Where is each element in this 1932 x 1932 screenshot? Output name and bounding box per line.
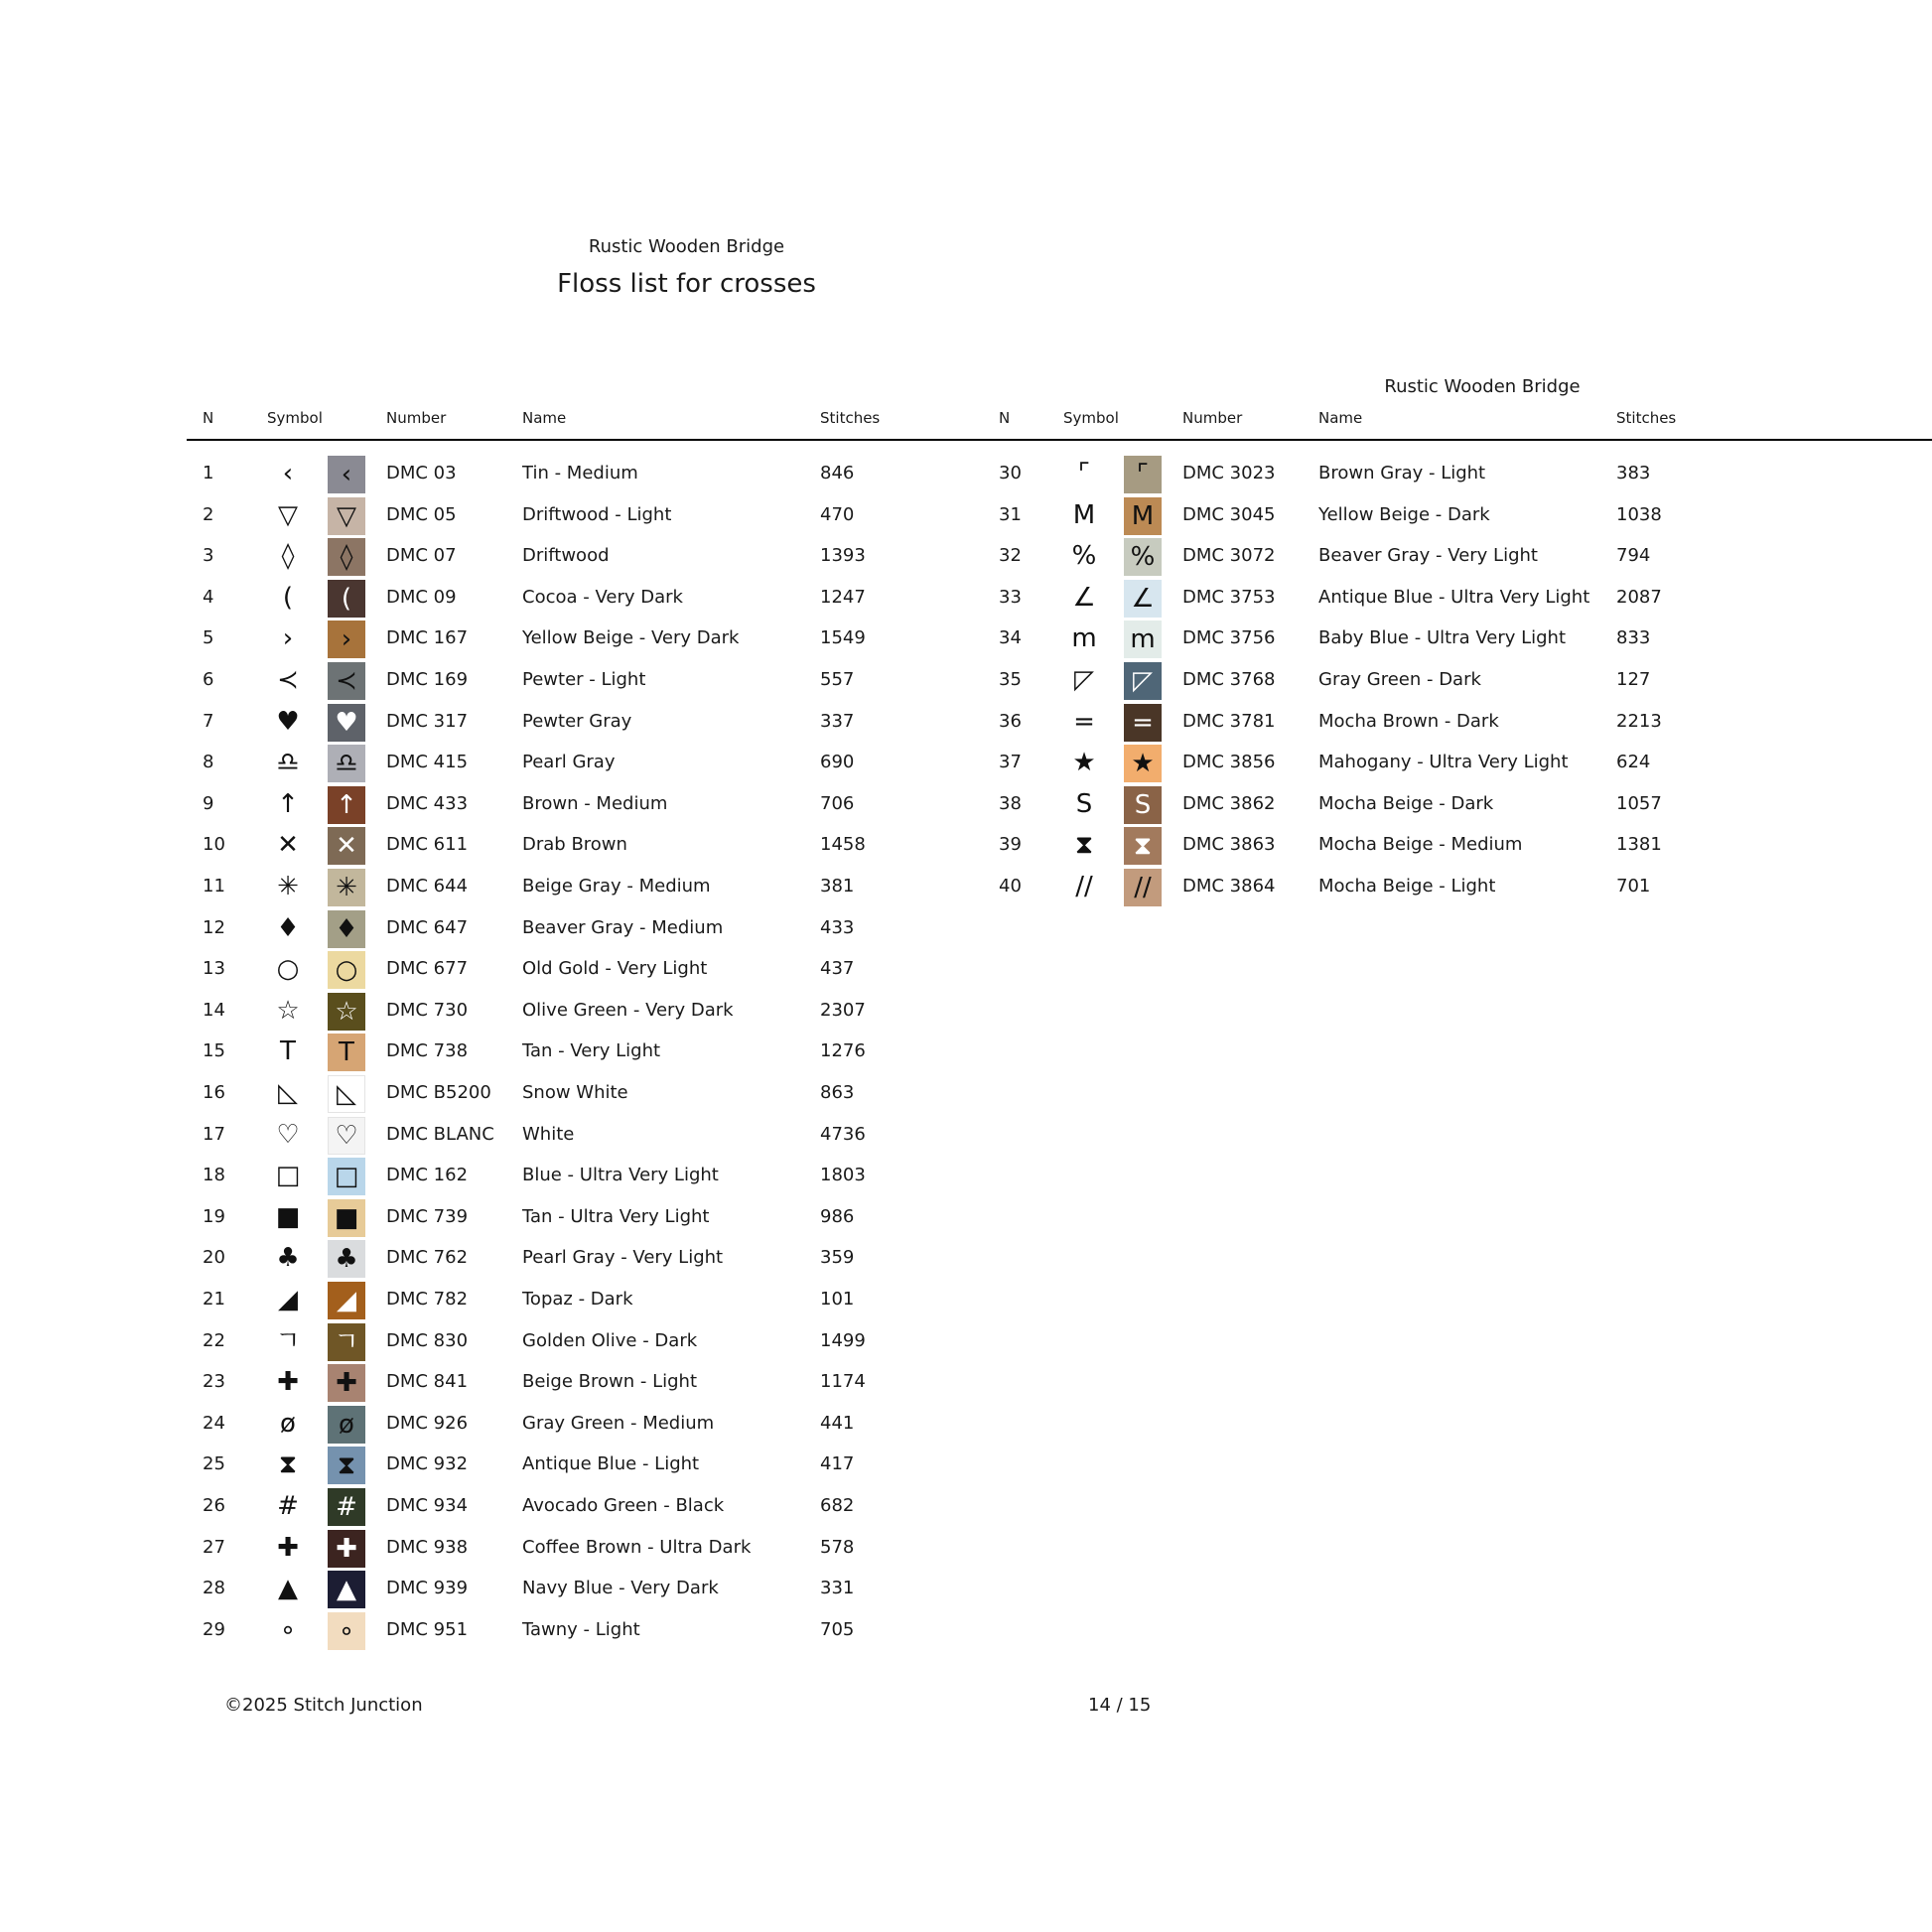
- color-swatch: ø: [328, 1406, 365, 1444]
- dmc-number: DMC 07: [386, 545, 457, 567]
- stitch-count: 331: [820, 1578, 855, 1599]
- dmc-number: DMC 415: [386, 752, 469, 773]
- floss-name: Drab Brown: [522, 834, 627, 856]
- color-swatch: ♥: [328, 704, 365, 742]
- floss-name: Old Gold - Very Light: [522, 958, 708, 980]
- col-header-n: N: [203, 409, 214, 427]
- row-number: 6: [203, 669, 214, 690]
- page-number: 14 / 15: [1088, 1695, 1152, 1716]
- floss-name: Beige Gray - Medium: [522, 876, 711, 897]
- symbol-glyph: ‹: [282, 459, 294, 488]
- dmc-number: DMC 951: [386, 1618, 469, 1640]
- floss-name: Olive Green - Very Dark: [522, 999, 734, 1021]
- table-row: [983, 702, 1932, 742]
- dmc-number: DMC 03: [386, 463, 457, 483]
- symbol-glyph: ㄱ: [275, 1325, 301, 1356]
- floss-name: Antique Blue - Light: [522, 1453, 700, 1475]
- symbol-glyph: ♎: [276, 748, 300, 778]
- color-swatch: %: [1124, 538, 1162, 576]
- floss-name: Baby Blue - Ultra Very Light: [1318, 627, 1567, 649]
- color-swatch: ◸: [1124, 662, 1162, 700]
- floss-name: Tan - Very Light: [522, 1040, 661, 1062]
- floss-name: Mocha Beige - Light: [1318, 876, 1496, 897]
- copyright-footer: ©2025 Stitch Junction: [224, 1695, 423, 1716]
- dmc-number: DMC 739: [386, 1205, 469, 1227]
- floss-name: Cocoa - Very Dark: [522, 586, 683, 608]
- floss-table-left: [0, 0, 993, 1688]
- dmc-number: DMC 934: [386, 1495, 469, 1516]
- symbol-glyph: //: [1075, 872, 1093, 901]
- symbol-glyph: ✚: [277, 1532, 299, 1563]
- stitch-count: 470: [820, 503, 855, 525]
- floss-name: Driftwood: [522, 545, 610, 567]
- table-row: [0, 1569, 993, 1608]
- row-number: 16: [203, 1082, 225, 1103]
- table-row: [0, 743, 993, 782]
- table-row: [983, 536, 1932, 576]
- color-swatch: m: [1124, 621, 1162, 658]
- row-number: 17: [203, 1123, 225, 1145]
- dmc-number: DMC 677: [386, 958, 469, 980]
- stitch-count: 1499: [820, 1329, 866, 1351]
- color-swatch: ⧗: [328, 1447, 365, 1484]
- table-row: [0, 578, 993, 618]
- stitch-count: 682: [820, 1495, 855, 1516]
- row-number: 27: [203, 1536, 225, 1558]
- stitch-count: 1038: [1616, 503, 1662, 525]
- color-swatch: ☆: [328, 993, 365, 1031]
- floss-name: Golden Olive - Dark: [522, 1329, 698, 1351]
- stitch-count: 1276: [820, 1040, 866, 1062]
- symbol-glyph: T: [280, 1036, 296, 1067]
- stitch-count: 2213: [1616, 710, 1662, 732]
- row-number: 19: [203, 1205, 225, 1227]
- table-row: [0, 495, 993, 535]
- dmc-number: DMC 932: [386, 1453, 469, 1475]
- row-number: 30: [999, 463, 1022, 483]
- dmc-number: DMC 647: [386, 916, 469, 938]
- table-row: [0, 1445, 993, 1484]
- floss-name: Pearl Gray - Very Light: [522, 1247, 724, 1269]
- dmc-number: DMC 782: [386, 1289, 469, 1310]
- symbol-glyph: M: [1072, 499, 1096, 530]
- symbol-glyph: ›: [282, 623, 294, 654]
- floss-name: Tawny - Light: [522, 1618, 640, 1640]
- dmc-number: DMC 926: [386, 1412, 469, 1434]
- right-table-subtitle: Rustic Wooden Bridge: [1384, 376, 1581, 397]
- table-row: [0, 1321, 993, 1361]
- symbol-glyph: ☆: [276, 995, 300, 1026]
- table-row: [0, 1197, 993, 1237]
- row-number: 23: [203, 1371, 225, 1393]
- row-number: 25: [203, 1453, 225, 1475]
- symbol-glyph: ■: [275, 1201, 301, 1232]
- stitch-count: 690: [820, 752, 855, 773]
- floss-name: Mocha Beige - Medium: [1318, 834, 1523, 856]
- color-swatch: #: [328, 1488, 365, 1526]
- symbol-glyph: ♡: [276, 1119, 300, 1150]
- page-title: Floss list for crosses: [557, 269, 816, 299]
- col-header-symbol: Symbol: [1063, 409, 1119, 427]
- symbol-glyph: ⌜: [1077, 459, 1091, 488]
- col-header-name: Name: [522, 409, 567, 427]
- stitch-count: 846: [820, 463, 855, 483]
- stitch-count: 2307: [820, 999, 866, 1021]
- floss-name: Mocha Brown - Dark: [1318, 710, 1499, 732]
- stitch-count: 127: [1616, 669, 1651, 690]
- row-number: 20: [203, 1247, 225, 1269]
- floss-name: Yellow Beige - Very Dark: [522, 627, 740, 649]
- dmc-number: DMC B5200: [386, 1082, 491, 1103]
- stitch-count: 1057: [1616, 792, 1662, 814]
- col-header-symbol: Symbol: [267, 409, 323, 427]
- color-swatch: ⌜: [1124, 456, 1162, 493]
- table-row: [0, 1238, 993, 1278]
- stitch-count: 1247: [820, 586, 866, 608]
- dmc-number: DMC 611: [386, 834, 469, 856]
- symbol-glyph: ∘: [279, 1614, 297, 1645]
- floss-name: Navy Blue - Very Dark: [522, 1578, 719, 1599]
- col-header-n: N: [999, 409, 1011, 427]
- dmc-number: DMC 169: [386, 669, 469, 690]
- floss-name: Driftwood - Light: [522, 503, 672, 525]
- row-number: 31: [999, 503, 1022, 525]
- floss-name: Mocha Beige - Dark: [1318, 792, 1494, 814]
- dmc-number: DMC 830: [386, 1329, 469, 1351]
- dmc-number: DMC 317: [386, 710, 469, 732]
- table-row: [0, 784, 993, 824]
- symbol-glyph: ◸: [1074, 665, 1094, 695]
- floss-name: Pearl Gray: [522, 752, 616, 773]
- dmc-number: DMC 841: [386, 1371, 469, 1393]
- symbol-glyph: %: [1071, 541, 1097, 572]
- symbol-glyph: ◊: [281, 541, 295, 572]
- floss-name: Gray Green - Dark: [1318, 669, 1481, 690]
- table-row: [0, 1032, 993, 1071]
- symbol-glyph: m: [1071, 623, 1097, 654]
- row-number: 8: [203, 752, 214, 773]
- table-row: [983, 660, 1932, 700]
- floss-name: Brown Gray - Light: [1318, 463, 1486, 483]
- stitch-count: 383: [1616, 463, 1651, 483]
- row-number: 38: [999, 792, 1022, 814]
- dmc-number: DMC 762: [386, 1247, 469, 1269]
- table-row: [0, 1156, 993, 1195]
- symbol-glyph: ✚: [277, 1367, 299, 1398]
- table-row: [0, 1073, 993, 1113]
- dmc-number: DMC 433: [386, 792, 469, 814]
- row-number: 9: [203, 792, 214, 814]
- symbol-glyph: ≺: [277, 665, 299, 695]
- table-row: [983, 867, 1932, 906]
- color-swatch: //: [1124, 869, 1162, 906]
- dmc-number: DMC 3023: [1182, 463, 1276, 483]
- header-divider: [187, 439, 991, 441]
- color-swatch: ∘: [328, 1612, 365, 1650]
- table-row: [0, 1404, 993, 1444]
- col-header-stitches: Stitches: [820, 409, 881, 427]
- dmc-number: DMC 939: [386, 1578, 469, 1599]
- color-swatch: ▽: [328, 497, 365, 535]
- pattern-subtitle: Rustic Wooden Bridge: [588, 236, 785, 257]
- color-swatch: S: [1124, 786, 1162, 824]
- color-swatch: M: [1124, 497, 1162, 535]
- symbol-glyph: ★: [1072, 748, 1096, 778]
- floss-name: Gray Green - Medium: [522, 1412, 715, 1434]
- row-number: 28: [203, 1578, 225, 1599]
- row-number: 14: [203, 999, 225, 1021]
- symbol-glyph: (: [282, 582, 294, 613]
- row-number: 39: [999, 834, 1022, 856]
- row-number: 15: [203, 1040, 225, 1062]
- color-swatch: ◢: [328, 1282, 365, 1319]
- table-row: [0, 949, 993, 989]
- color-swatch: ♦: [328, 910, 365, 948]
- row-number: 2: [203, 503, 214, 525]
- dmc-number: DMC BLANC: [386, 1123, 494, 1145]
- symbol-glyph: ◢: [278, 1285, 298, 1314]
- symbol-glyph: ▲: [278, 1574, 298, 1604]
- floss-name: Beaver Gray - Medium: [522, 916, 724, 938]
- col-header-number: Number: [386, 409, 447, 427]
- floss-name: Beaver Gray - Very Light: [1318, 545, 1538, 567]
- row-number: 13: [203, 958, 225, 980]
- dmc-number: DMC 3864: [1182, 876, 1276, 897]
- floss-name: Topaz - Dark: [522, 1289, 633, 1310]
- floss-name: Pewter Gray: [522, 710, 632, 732]
- row-number: 4: [203, 586, 214, 608]
- dmc-number: DMC 3045: [1182, 503, 1276, 525]
- dmc-number: DMC 3862: [1182, 792, 1276, 814]
- stitch-count: 624: [1616, 752, 1651, 773]
- color-swatch: T: [328, 1034, 365, 1071]
- stitch-count: 578: [820, 1536, 855, 1558]
- stitch-count: 2087: [1616, 586, 1662, 608]
- color-swatch: ✚: [328, 1364, 365, 1402]
- color-swatch: =: [1124, 704, 1162, 742]
- floss-name: Yellow Beige - Dark: [1318, 503, 1490, 525]
- stitch-count: 794: [1616, 545, 1651, 567]
- dmc-number: DMC 644: [386, 876, 469, 897]
- table-row: [0, 1486, 993, 1526]
- stitch-count: 101: [820, 1289, 855, 1310]
- symbol-glyph: S: [1075, 788, 1093, 819]
- dmc-number: DMC 3072: [1182, 545, 1276, 567]
- row-number: 5: [203, 627, 214, 649]
- symbol-glyph: =: [1073, 706, 1095, 737]
- row-number: 7: [203, 710, 214, 732]
- table-row: [0, 454, 993, 493]
- color-swatch: ✕: [328, 827, 365, 865]
- symbol-glyph: ⧗: [1074, 830, 1094, 861]
- table-row: [0, 825, 993, 865]
- row-number: 21: [203, 1289, 225, 1310]
- symbol-glyph: ⧗: [278, 1449, 298, 1480]
- table-row: [0, 619, 993, 658]
- stitch-count: 706: [820, 792, 855, 814]
- floss-name: Tan - Ultra Very Light: [522, 1205, 710, 1227]
- stitch-count: 433: [820, 916, 855, 938]
- row-number: 34: [999, 627, 1022, 649]
- stitch-count: 1174: [820, 1371, 866, 1393]
- stitch-count: 1393: [820, 545, 866, 567]
- color-swatch: ▲: [328, 1571, 365, 1608]
- dmc-number: DMC 3863: [1182, 834, 1276, 856]
- color-swatch: ≺: [328, 662, 365, 700]
- stitch-count: 1381: [1616, 834, 1662, 856]
- table-row: [983, 743, 1932, 782]
- symbol-glyph: □: [275, 1161, 301, 1191]
- dmc-number: DMC 05: [386, 503, 457, 525]
- color-swatch: ✚: [328, 1530, 365, 1568]
- stitch-count: 381: [820, 876, 855, 897]
- table-row: [0, 991, 993, 1031]
- symbol-glyph: ↑: [277, 788, 299, 819]
- color-swatch: □: [328, 1158, 365, 1195]
- symbol-glyph: ✕: [277, 830, 299, 861]
- color-swatch: ♣: [328, 1240, 365, 1278]
- color-swatch: ✳: [328, 869, 365, 906]
- table-row: [983, 619, 1932, 658]
- stitch-count: 4736: [820, 1123, 866, 1145]
- color-swatch: ›: [328, 621, 365, 658]
- row-number: 26: [203, 1495, 225, 1516]
- col-header-number: Number: [1182, 409, 1243, 427]
- symbol-glyph: ○: [276, 954, 300, 985]
- dmc-number: DMC 3768: [1182, 669, 1276, 690]
- symbol-glyph: ø: [280, 1408, 296, 1439]
- floss-name: Coffee Brown - Ultra Dark: [522, 1536, 752, 1558]
- color-swatch: ↑: [328, 786, 365, 824]
- header-divider: [983, 439, 1932, 441]
- stitch-count: 359: [820, 1247, 855, 1269]
- floss-name: White: [522, 1123, 575, 1145]
- row-number: 22: [203, 1329, 225, 1351]
- color-swatch: ♎: [328, 745, 365, 782]
- dmc-number: DMC 730: [386, 999, 469, 1021]
- color-swatch: ★: [1124, 745, 1162, 782]
- col-header-stitches: Stitches: [1616, 409, 1677, 427]
- floss-name: Antique Blue - Ultra Very Light: [1318, 586, 1590, 608]
- stitch-count: 701: [1616, 876, 1651, 897]
- dmc-number: DMC 3753: [1182, 586, 1276, 608]
- dmc-number: DMC 938: [386, 1536, 469, 1558]
- symbol-glyph: ✳: [277, 872, 299, 901]
- symbol-glyph: ◺: [278, 1078, 298, 1108]
- table-row: [0, 1610, 993, 1650]
- row-number: 37: [999, 752, 1022, 773]
- color-swatch: ∠: [1124, 580, 1162, 618]
- table-row: [0, 1362, 993, 1402]
- table-row: [0, 660, 993, 700]
- dmc-number: DMC 3856: [1182, 752, 1276, 773]
- row-number: 18: [203, 1165, 225, 1186]
- col-header-name: Name: [1318, 409, 1363, 427]
- dmc-number: DMC 3756: [1182, 627, 1276, 649]
- symbol-glyph: ♥: [276, 706, 300, 737]
- row-number: 12: [203, 916, 225, 938]
- floss-name: Mahogany - Ultra Very Light: [1318, 752, 1569, 773]
- stitch-count: 986: [820, 1205, 855, 1227]
- stitch-count: 1803: [820, 1165, 866, 1186]
- floss-name: Beige Brown - Light: [522, 1371, 698, 1393]
- table-row: [0, 908, 993, 948]
- table-row: [0, 1280, 993, 1319]
- dmc-number: DMC 3781: [1182, 710, 1276, 732]
- row-number: 35: [999, 669, 1022, 690]
- color-swatch: ‹: [328, 456, 365, 493]
- row-number: 40: [999, 876, 1022, 897]
- stitch-count: 417: [820, 1453, 855, 1475]
- stitch-count: 337: [820, 710, 855, 732]
- table-row: [0, 867, 993, 906]
- dmc-number: DMC 162: [386, 1165, 469, 1186]
- table-row: [0, 536, 993, 576]
- stitch-count: 1458: [820, 834, 866, 856]
- color-swatch: ◺: [328, 1075, 365, 1113]
- row-number: 1: [203, 463, 214, 483]
- color-swatch: ■: [328, 1199, 365, 1237]
- stitch-count: 557: [820, 669, 855, 690]
- floss-name: Pewter - Light: [522, 669, 646, 690]
- row-number: 32: [999, 545, 1022, 567]
- table-row: [0, 702, 993, 742]
- row-number: 3: [203, 545, 214, 567]
- table-row: [0, 1528, 993, 1568]
- color-swatch: ⧗: [1124, 827, 1162, 865]
- color-swatch: ㄱ: [328, 1323, 365, 1361]
- table-row: [983, 784, 1932, 824]
- color-swatch: ◊: [328, 538, 365, 576]
- row-number: 24: [203, 1412, 225, 1434]
- color-swatch: ♡: [328, 1117, 365, 1155]
- stitch-count: 437: [820, 958, 855, 980]
- stitch-count: 705: [820, 1618, 855, 1640]
- table-row: [983, 825, 1932, 865]
- dmc-number: DMC 738: [386, 1040, 469, 1062]
- table-row: [983, 495, 1932, 535]
- stitch-count: 1549: [820, 627, 866, 649]
- color-swatch: (: [328, 580, 365, 618]
- floss-name: Blue - Ultra Very Light: [522, 1165, 719, 1186]
- row-number: 29: [203, 1618, 225, 1640]
- symbol-glyph: ∠: [1072, 582, 1096, 613]
- table-row: [0, 1115, 993, 1155]
- symbol-glyph: ♦: [276, 912, 300, 943]
- row-number: 36: [999, 710, 1022, 732]
- symbol-glyph: ▽: [278, 499, 298, 530]
- table-row: [983, 578, 1932, 618]
- dmc-number: DMC 09: [386, 586, 457, 608]
- stitch-count: 863: [820, 1082, 855, 1103]
- color-swatch: ○: [328, 951, 365, 989]
- symbol-glyph: #: [277, 1491, 299, 1521]
- symbol-glyph: ♣: [276, 1243, 300, 1274]
- row-number: 10: [203, 834, 225, 856]
- dmc-number: DMC 167: [386, 627, 469, 649]
- row-number: 33: [999, 586, 1022, 608]
- row-number: 11: [203, 876, 225, 897]
- stitch-count: 833: [1616, 627, 1651, 649]
- floss-name: Avocado Green - Black: [522, 1495, 725, 1516]
- floss-name: Snow White: [522, 1082, 628, 1103]
- table-row: [983, 454, 1932, 493]
- floss-name: Brown - Medium: [522, 792, 668, 814]
- floss-name: Tin - Medium: [522, 463, 638, 483]
- floss-table-right: [983, 0, 1932, 1688]
- stitch-count: 441: [820, 1412, 855, 1434]
